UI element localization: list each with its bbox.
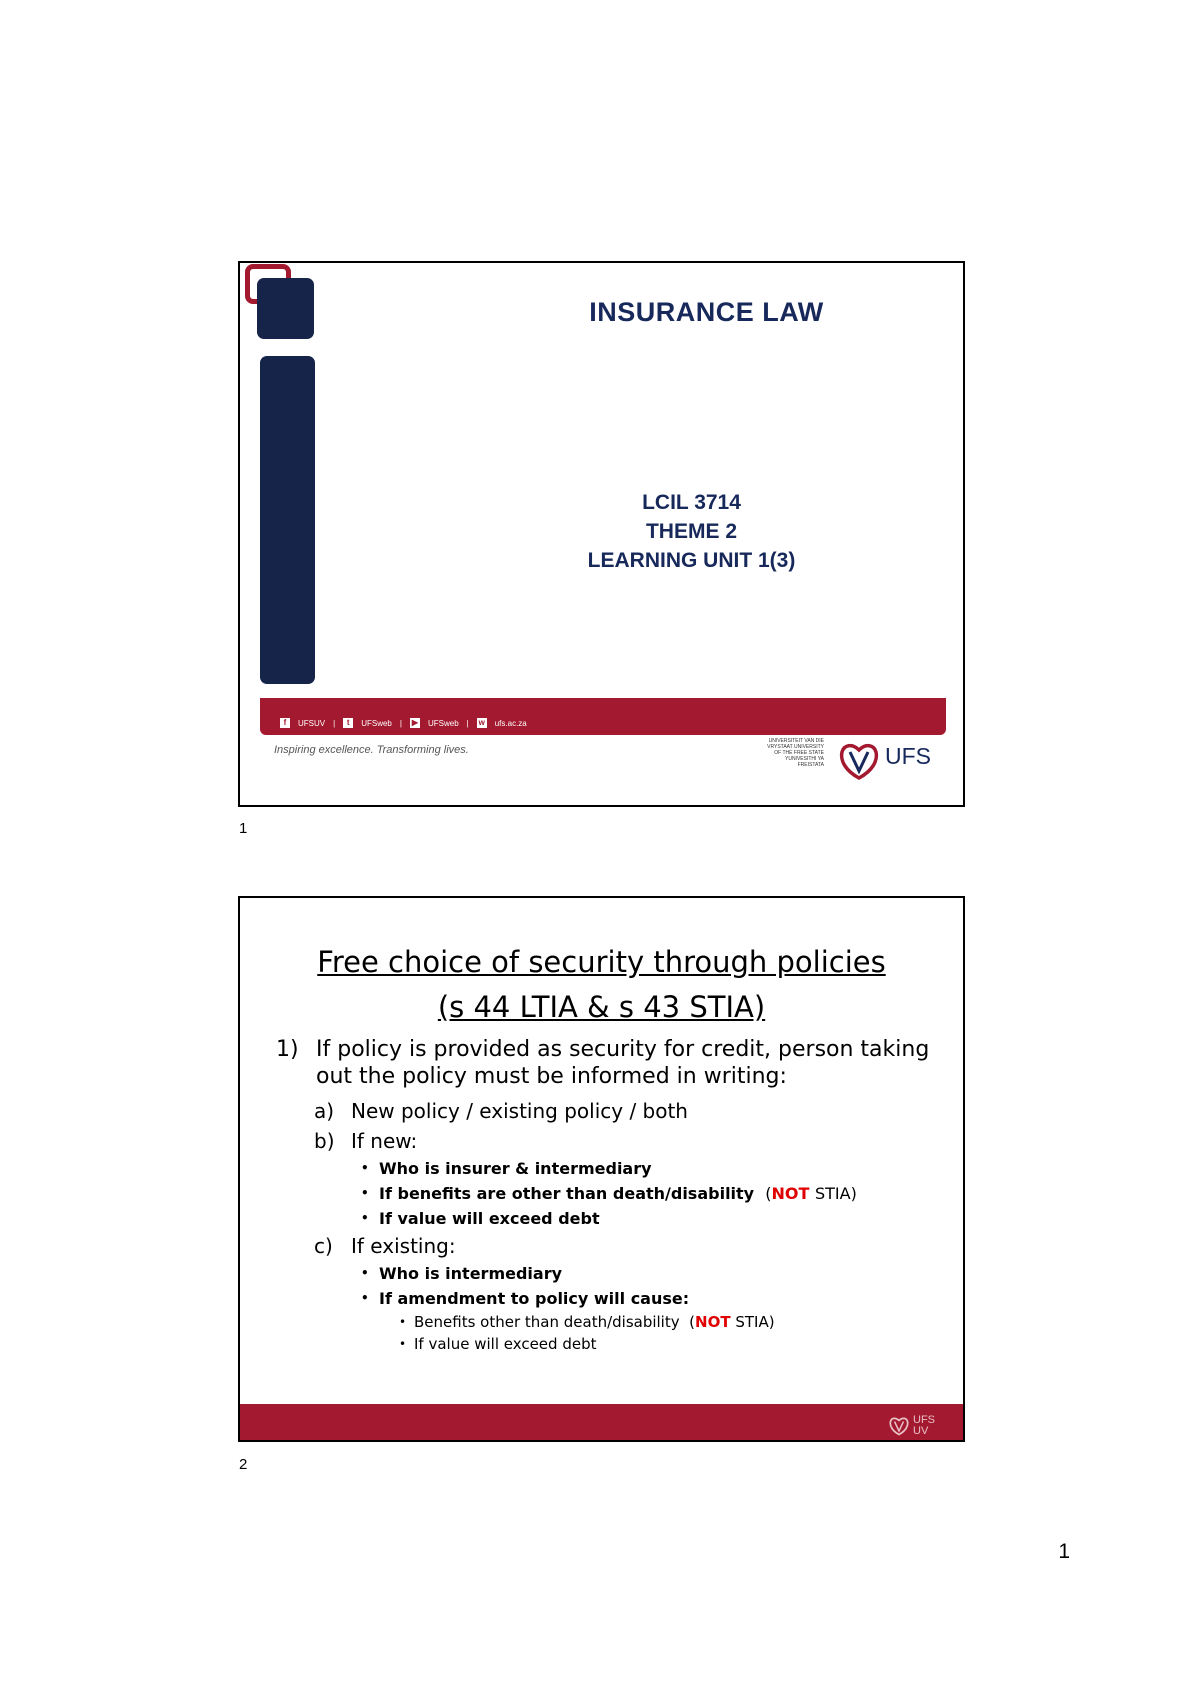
point-b: b) If new:	[314, 1129, 418, 1153]
ufs-logo-icon	[838, 741, 880, 781]
ufs-wordmark: UFS	[885, 743, 931, 769]
point-c: c) If existing:	[314, 1234, 456, 1258]
list-item: • Who is intermediary	[276, 1261, 943, 1286]
not-label: NOT	[771, 1184, 810, 1203]
list-item: • If value will exceed debt	[276, 1206, 943, 1231]
slide-title: INSURANCE LAW	[589, 297, 824, 327]
theme-label: THEME 2	[645, 520, 737, 543]
slide-body	[276, 1036, 943, 1355]
web-icon: w	[478, 718, 485, 727]
list-item: • Who is insurer & intermediary	[276, 1156, 943, 1181]
ufs-logo: UFS UV	[888, 1415, 935, 1437]
navy-block-top	[257, 278, 314, 339]
facebook-icon: f	[280, 718, 290, 728]
point-1: 1) If policy is provided as security for credit, person taking out the policy must be informed in writing:	[276, 1037, 930, 1089]
slide-2	[238, 896, 965, 1442]
social-facebook: UFSUV	[298, 718, 326, 728]
learning-unit-label: LEARNING UNIT 1(3)	[587, 549, 796, 572]
university-names: UNIVERSITEIT VAN DIE VRYSTAAT UNIVERSITY OF THE FREE STATE YUNIVESITHI YA FREISTATA	[767, 738, 824, 768]
point-a: a) New policy / existing policy / both	[314, 1099, 688, 1123]
slide-subtitle	[440, 488, 943, 575]
slide-number-1: 1	[239, 820, 248, 837]
point-1-text: If policy is provided as security for credit, person taking out the policy must be informed in writing:	[316, 1037, 930, 1089]
social-web: ufs.ac.za	[494, 718, 527, 728]
twitter-icon: t	[343, 718, 353, 728]
list-item: • If benefits are other than death/disability (NOT STIA)	[276, 1181, 943, 1206]
page-number: 1	[1058, 1540, 1070, 1563]
list-item: • If amendment to policy will cause:	[276, 1286, 943, 1311]
course-code: LCIL 3714	[642, 491, 741, 514]
red-footer-band	[240, 1404, 963, 1440]
social-youtube: UFSweb	[427, 718, 459, 728]
ufs-logo-icon	[888, 1416, 910, 1436]
slide-title	[240, 940, 963, 1030]
slide-number-2: 2	[239, 1456, 248, 1473]
social-links: f UFSUV | t UFSweb | ▶ UFSweb | w ufs.ac.za	[280, 718, 527, 728]
red-footer-band	[260, 698, 946, 735]
not-label: NOT	[695, 1313, 731, 1331]
social-twitter: UFSweb	[361, 718, 392, 728]
title-line-1: Free choice of security through policies	[317, 945, 886, 979]
navy-block-tall	[260, 356, 315, 684]
sub-list-item: • Benefits other than death/disability (NOT STIA)	[276, 1311, 943, 1333]
sub-list-item: • If value will exceed debt	[276, 1333, 943, 1355]
slide-1	[238, 261, 965, 807]
tagline: Inspiring excellence. Transforming lives.	[274, 744, 469, 756]
youtube-icon: ▶	[411, 718, 419, 727]
title-line-2: (s 44 LTIA & s 43 STIA)	[437, 990, 766, 1024]
